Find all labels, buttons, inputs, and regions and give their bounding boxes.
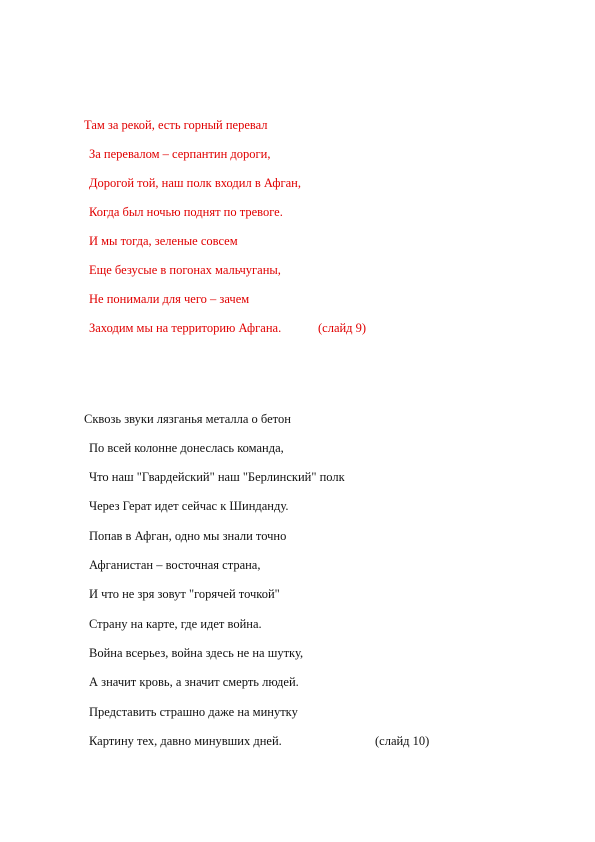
stanza2-line-5: Попав в Афган, одно мы знали точно [89,529,287,543]
stanza1-line-7: Не понимали для чего – зачем [89,292,250,306]
slide-reference-10: (слайд 10) [375,734,430,748]
stanza2-line-3: Что наш "Гвардейский" наш "Берлинский" полк [89,470,345,484]
stanza2-line-4: Через Герат идет сейчас к Шинданду. [89,499,289,513]
stanza1-line-2: За перевалом – серпантин дороги, [89,147,271,161]
stanza2-line-8: Страну на карте, где идет война. [89,617,262,631]
stanza1-line-1: Там за рекой, есть горный перевал [84,118,268,132]
stanza1-line-3: Дорогой той, наш полк входил в Афган, [89,176,301,190]
stanza2-line-9: Война всерьез, война здесь не на шутку, [89,646,304,660]
stanza1-line-4: Когда был ночью поднят по тревоге. [89,205,283,219]
stanza1-line-8: Заходим мы на территорию Афгана. [89,321,282,335]
stanza2-line-10: А значит кровь, а значит смерть людей. [89,675,299,689]
stanza2-line-6: Афганистан – восточная страна, [89,558,261,572]
stanza2-line-11: Представить страшно даже на минутку [89,705,298,719]
stanza1-line-6: Еще безусые в погонах мальчуганы, [89,263,281,277]
stanza2-line-2: По всей колонне донеслась команда, [89,441,284,455]
stanza2-line-1: Сквозь звуки лязганья металла о бетон [84,412,291,426]
stanza2-line-12: Картину тех, давно минувших дней. [89,734,282,748]
slide-reference-9: (слайд 9) [318,321,367,335]
stanza2-line-7: И что не зря зовут "горячей точкой" [89,587,280,601]
stanza1-line-5: И мы тогда, зеленые совсем [89,234,238,248]
